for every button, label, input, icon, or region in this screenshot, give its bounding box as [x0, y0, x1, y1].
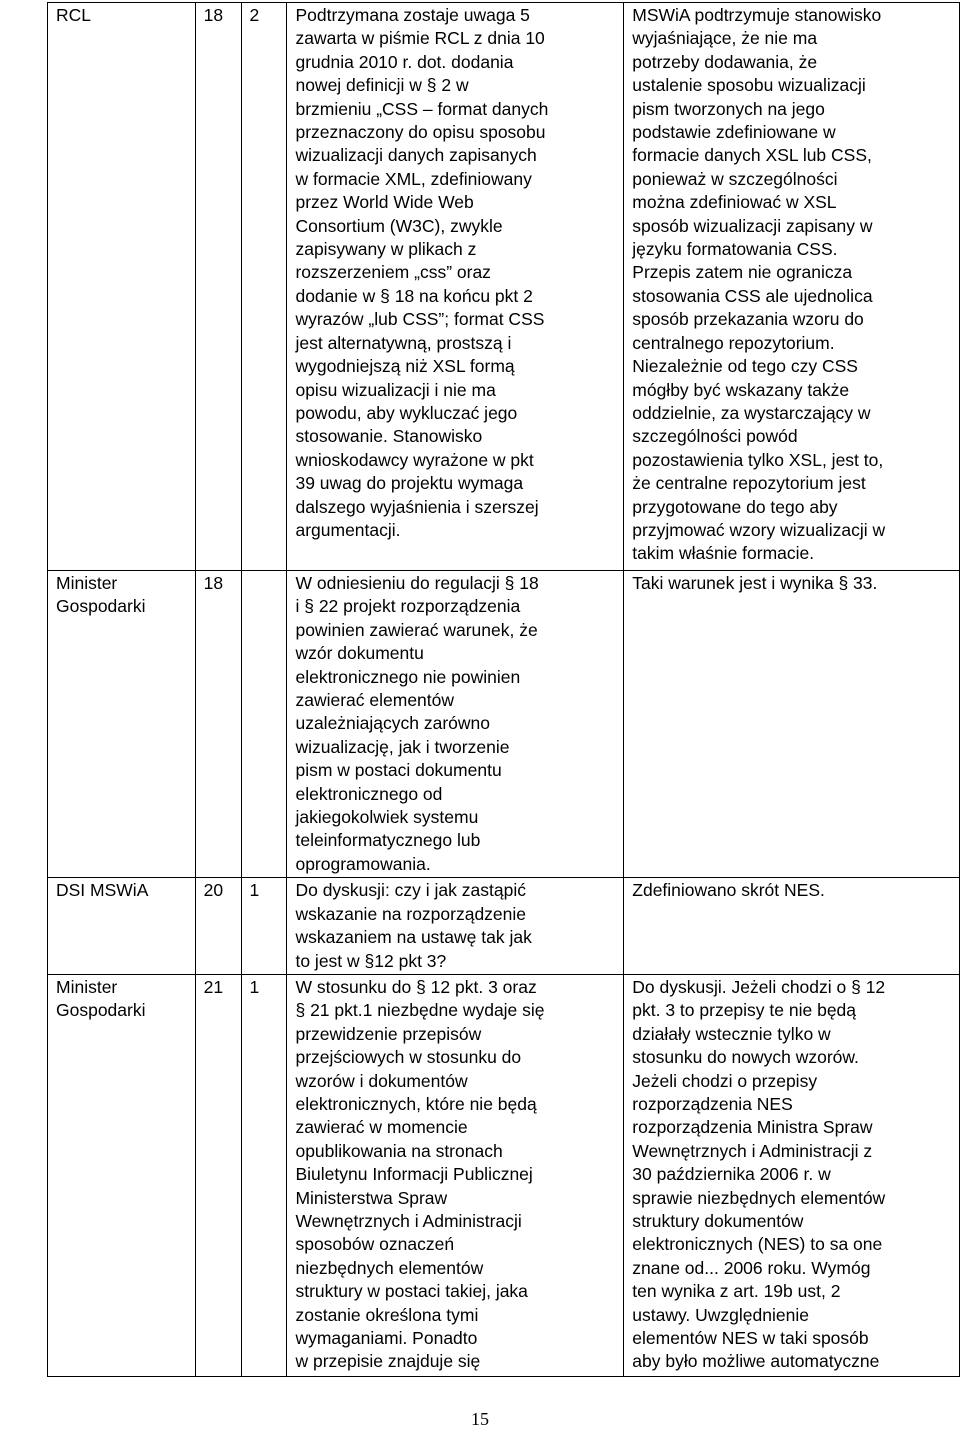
response-text: Zdefiniowano skrót NES.	[632, 880, 825, 901]
point-text: 1	[249, 976, 260, 997]
organ-text: Minister Gospodarki	[56, 976, 146, 1021]
table-row	[48, 571, 960, 878]
remark-cell	[287, 974, 624, 1376]
response-text: MSWiA podtrzymuje stanowisko wyjaśniające, że nie ma potrzeby dodawania, że ustalenie sposobu wizualizacji pism tworzonych na jego podstawie zdefiniowane w formacie danych XSL lub CSS, ponieważ w szczególności można zdefiniować w XSL sposób wizualizacji zapisany w języku formatowania CSS. Przepis zatem nie ogranicza stosowania CSS ale ujednolica sposób przekazania wzoru do centralnego repozytorium. Niezależnie od tego czy CSS mógłby być wskazany także oddzielnie, za wystarczający w szczególności powód pozostawienia tylko XSL, jest to, że centralne repozytorium jest przygotowane do tego aby przyjmować wzory wizualizacji w takim właśnie formacie.	[632, 5, 886, 564]
response-text: Do dyskusji. Jeżeli chodzi o § 12 pkt. 3 to przepisy te nie będą działały wstecznie tylko w stosunku do nowych wzorów. Jeżeli chodzi o przepisy rozporządzenia NES rozporządzenia Ministra Spraw Wewnętrznych i Administracji z 30 października 2006 r. w sprawie niezbędnych elementów struktury dokumentów elektronicznych (NES) to sa one znane od... 2006 roku. Wymóg ten wynika z art. 19b ust, 2 ustawy. Uwzględnienie elementów NES w taki sposób aby było możliwe automatyczne	[632, 976, 886, 1372]
point-cell	[241, 571, 287, 878]
paragraph-text: 21	[203, 976, 224, 997]
remark-cell	[287, 878, 624, 975]
remark-cell	[287, 3, 624, 571]
organ-text: RCL	[56, 5, 92, 25]
response-cell	[624, 878, 960, 975]
paragraph-text: 18	[203, 5, 224, 25]
remark-cell	[287, 571, 624, 878]
table-row	[48, 974, 960, 1376]
remark-text: Do dyskusji: czy i jak zastąpić wskazanie na rozporządzenie wskazaniem na ustawę tak jak to jest w §12 pkt 3?	[295, 880, 532, 971]
response-cell	[624, 3, 960, 571]
organ-cell	[48, 878, 196, 975]
remark-text: W stosunku do § 12 pkt. 3 oraz § 21 pkt.1 niezbędne wydaje się przewidzenie przepisów przejściowych w stosunku do wzorów i dokumentów elektronicznych, które nie będą zawierać w momencie opublikowania na stronach Biuletynu Informacji Publicznej Ministerstwa Spraw Wewnętrznych i Administracji sposobów oznaczeń niezbędnych elementów struktury w postaci takiej, jaka zostanie określona tymi wymaganiami. Ponadto w przepisie znajduje się	[295, 976, 545, 1372]
response-text: Taki warunek jest i wynika § 33.	[632, 573, 878, 593]
point-text: 1	[249, 880, 260, 901]
paragraph-cell	[195, 571, 241, 878]
point-cell	[241, 878, 287, 975]
point-cell	[241, 3, 287, 571]
paragraph-cell	[195, 878, 241, 975]
comments-table	[47, 2, 960, 1377]
organ-text: DSI MSWiA	[56, 880, 149, 901]
point-cell	[241, 974, 287, 1376]
table-row	[48, 3, 960, 571]
organ-cell	[48, 3, 196, 571]
table-row	[48, 878, 960, 975]
organ-cell	[48, 571, 196, 878]
response-cell	[624, 974, 960, 1376]
paragraph-text: 20	[203, 880, 224, 901]
response-cell	[624, 571, 960, 878]
remark-text: Podtrzymana zostaje uwaga 5 zawarta w piśmie RCL z dnia 10 grudnia 2010 r. dot. dodania nowej definicji w § 2 w brzmieniu „CSS – format danych przeznaczony do opisu sposobu wizualizacji danych zapisanych w formacie XML, zdefiniowany przez World Wide Web Consortium (W3C), zwykle zapisywany w plikach z rozszerzeniem „css” oraz dodanie w § 18 na końcu pkt 2 wyrazów „lub CSS”; format CSS jest alternatywną, prostszą i wygodniejszą niż XSL formą opisu wizualizacji i nie ma powodu, aby wykluczać jego stosowanie. Stanowisko wnioskodawcy wyrażone w pkt 39 uwag do projektu wymaga dalszego wyjaśnienia i szerszej argumentacji.	[295, 5, 549, 540]
paragraph-cell	[195, 974, 241, 1376]
paragraph-text: 18	[203, 573, 224, 593]
paragraph-cell	[195, 3, 241, 571]
page-number: 15	[471, 1409, 489, 1429]
remark-text: W odniesieniu do regulacji § 18 i § 22 projekt rozporządzenia powinien zawierać warunek, że wzór dokumentu elektronicznego nie powinien zawierać elementów uzależniających zarówno wizualizację, jak i tworzenie pism w postaci dokumentu elektronicznego od jakiegokolwiek systemu teleinformatycznego lub oprogramowania.	[295, 573, 539, 874]
point-text: 2	[249, 5, 260, 25]
organ-cell	[48, 974, 196, 1376]
organ-text: Minister Gospodarki	[56, 573, 146, 617]
